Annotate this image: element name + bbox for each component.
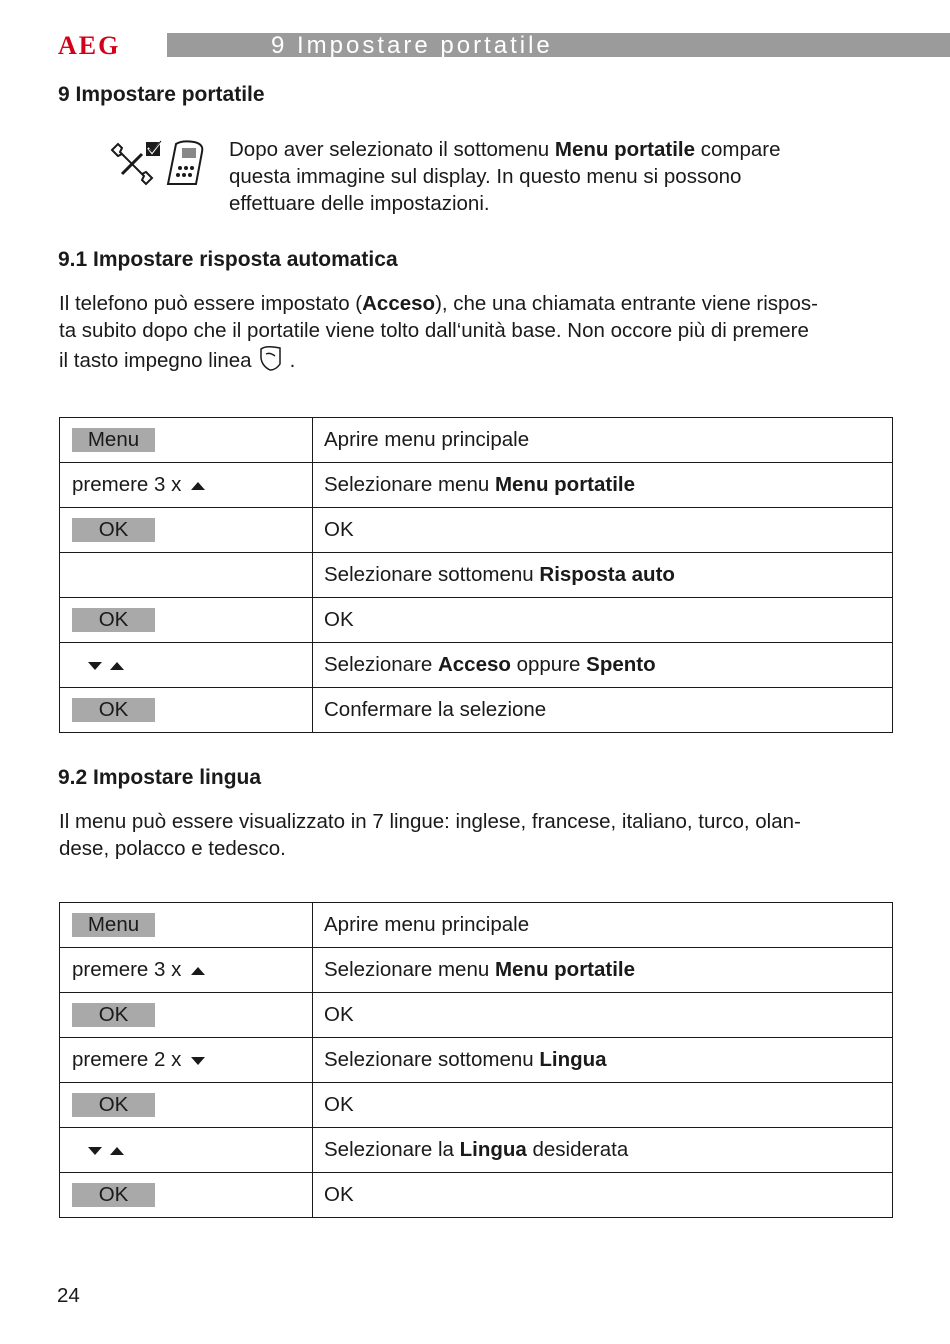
menu-key: Menu [72,428,155,452]
table-row [60,688,893,733]
ok-key: OK [72,1093,155,1117]
arrow-up-icon [110,1147,124,1155]
section-heading-9-1: 9.1 Impostare risposta automatica [58,248,398,271]
checkbox-icon [146,140,162,156]
menu-key: Menu [72,913,155,937]
ok-key: OK [72,698,155,722]
table-row [60,598,893,643]
step-action: Confermare la selezione [313,688,893,733]
step-action: Selezionare menu Menu portatile [313,948,893,993]
arrow-up-icon [110,662,124,670]
ok-key: OK [72,518,155,542]
table-row [60,463,893,508]
step-action: OK [313,993,893,1038]
arrow-down-icon [88,662,102,670]
table-row [60,643,893,688]
step-action: Selezionare sottomenu Risposta auto [313,553,893,598]
aeg-logo: AEG [58,31,121,60]
table-row [60,1128,893,1173]
section-heading-9: 9 Impostare portatile [58,83,265,106]
table-row [60,993,893,1038]
step-action: Selezionare Acceso oppure Spento [313,643,893,688]
menu-icons [108,138,208,190]
header-title: 9 Impostare portatile [271,32,553,59]
ok-key: OK [72,1183,155,1207]
step-action: OK [313,1083,893,1128]
page-number: 24 [57,1284,80,1307]
section91-text: Il telefono può essere impostato (Acceso), che una chiamata entrante viene rispos- ta subito dopo che il portatile viene tolto dall‘unità base. Non occore più di premere il tasto impegno linea . [59,290,818,379]
table-row [60,1038,893,1083]
step-action: OK [313,508,893,553]
step-action: Aprire menu principale [313,418,893,463]
arrow-up-icon [191,967,205,975]
ok-key: OK [72,1003,155,1027]
section9-intro: Dopo aver selezionato il sottomenu Menu portatile compare questa immagine sul display. In questo menu si possono effettuare delle impostazioni. [229,138,781,215]
handset-icon [168,141,202,184]
ok-key: OK [72,608,155,632]
section92-text: Il menu può essere visualizzato in 7 lingue: inglese, francese, italiano, turco, olan- dese, polacco e tedesco. [59,810,801,860]
steps-table-language [59,902,893,1218]
table-row [60,948,893,993]
table-row [60,418,893,463]
step-instruction: premere 3 x [72,958,182,981]
table-row [60,508,893,553]
step-instruction: premere 2 x [72,1048,182,1071]
header-bar [167,33,950,57]
step-action: Aprire menu principale [313,903,893,948]
table-row [60,1083,893,1128]
arrow-down-icon [88,1147,102,1155]
table-row [60,1173,893,1218]
table-row [60,553,893,598]
step-action: Selezionare sottomenu Lingua [313,1038,893,1083]
step-instruction: premere 3 x [72,473,182,496]
step-action: OK [313,598,893,643]
step-action: OK [313,1173,893,1218]
step-action: Selezionare menu Menu portatile [313,463,893,508]
table-row [60,903,893,948]
steps-table-auto-answer [59,417,893,733]
section-heading-9-2: 9.2 Impostare lingua [58,766,262,789]
arrow-down-icon [191,1057,205,1065]
step-action: Selezionare la Lingua desiderata [313,1128,893,1173]
arrow-up-icon [191,482,205,490]
off-hook-key-icon [258,344,284,379]
